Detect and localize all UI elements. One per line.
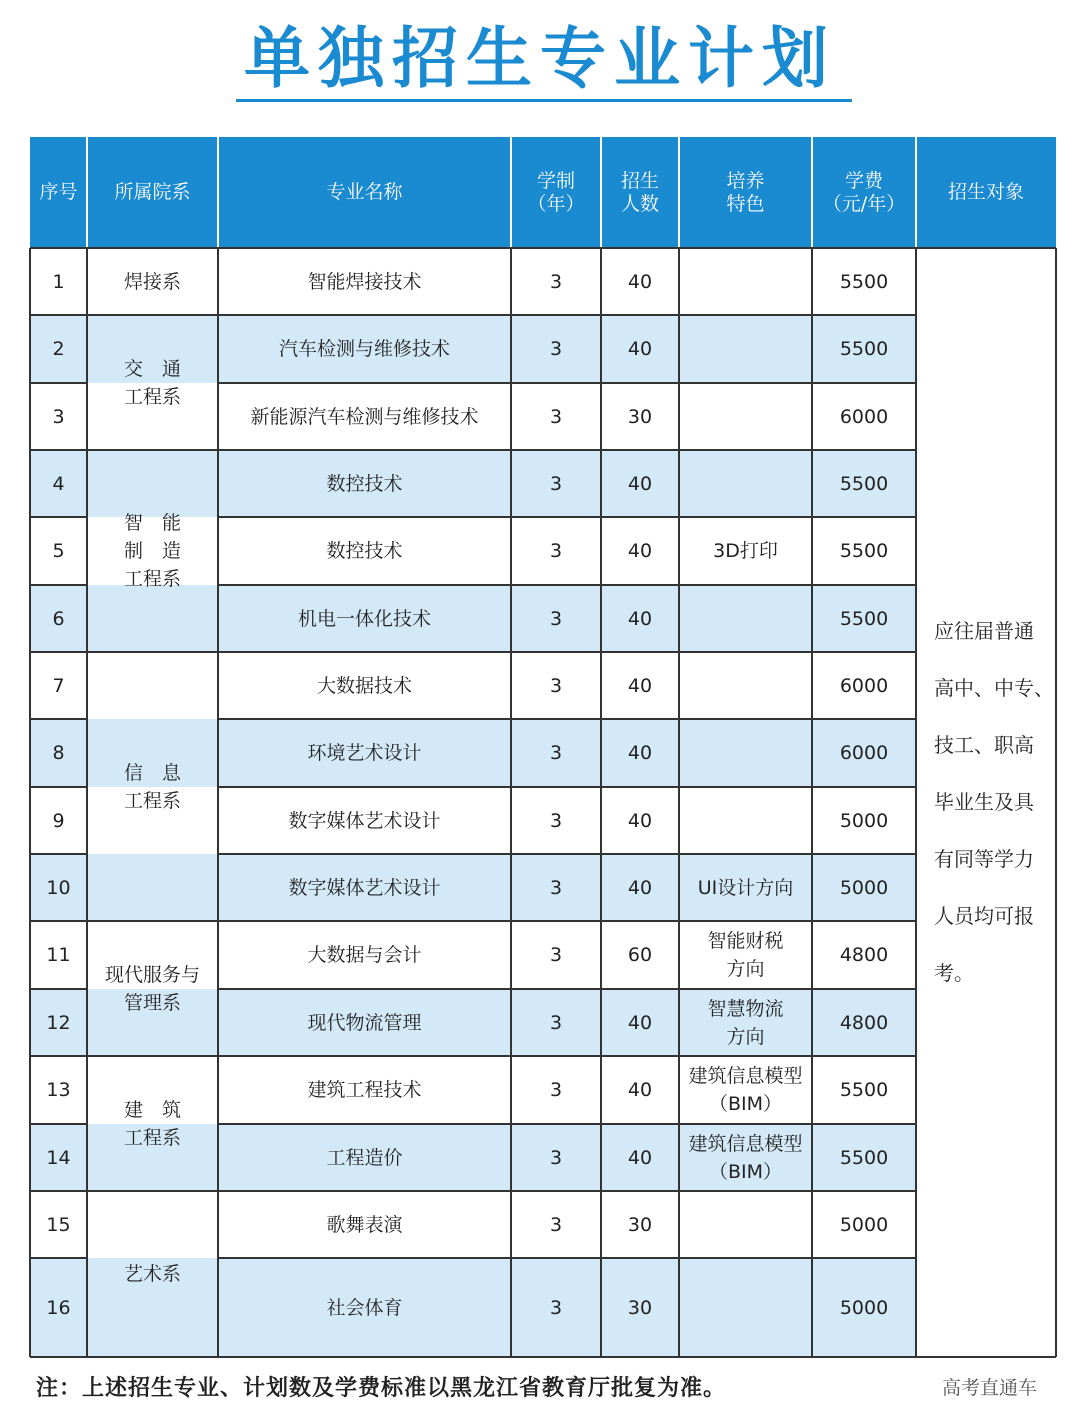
cell-years: 3 (549, 674, 563, 697)
grid-line (678, 137, 680, 248)
cell-feature (679, 248, 812, 315)
department-label: 交 通 工程系 (123, 357, 181, 408)
cell-index: 7 (52, 674, 65, 697)
cell-major: 工程造价 (218, 1124, 511, 1191)
grid-line (218, 920, 916, 922)
grid-line (87, 920, 218, 922)
grid-line (218, 516, 916, 518)
cell-enrollment: 40 (601, 315, 679, 383)
grid-line (30, 1356, 1056, 1358)
cell-years: 3 (549, 944, 563, 966)
cell-years: 3 (511, 585, 601, 652)
grid-line (218, 314, 916, 316)
cell-major: 歌舞表演 (326, 1213, 403, 1236)
grid-line (30, 1190, 87, 1192)
grid-line (218, 651, 916, 653)
grid-line (30, 584, 87, 586)
grid-line (218, 1257, 916, 1259)
cell-major: 数控技术 (218, 450, 511, 517)
cell-feature: 智慧物流 方向 (679, 989, 812, 1056)
grid-line (915, 137, 917, 248)
department-label: 信 息 工程系 (123, 761, 181, 812)
cell-major: 新能源汽车检测与维修技术 (250, 405, 479, 428)
cell-tuition: 5000 (839, 809, 889, 832)
cell-feature: 3D打印 (713, 540, 778, 562)
cell-enrollment: 30 (627, 1213, 653, 1236)
cell-enrollment: 40 (627, 1079, 653, 1101)
cell-index: 6 (30, 585, 87, 652)
watermark: 高考直通车 (942, 1377, 1038, 1399)
cell-major: 建筑工程技术 (307, 1079, 422, 1101)
cell-index: 12 (30, 989, 87, 1056)
grid-line (218, 449, 916, 451)
grid-line (30, 853, 87, 855)
grid-line (218, 786, 916, 788)
header-years: 学制 （年） (511, 137, 601, 248)
cell-years: 3 (549, 1079, 563, 1101)
cell-enrollment: 40 (601, 989, 679, 1056)
grid-line (510, 137, 512, 248)
header-tuition: 学费 （元/年） (812, 137, 916, 248)
grid-line (218, 1190, 916, 1192)
grid-line (87, 1055, 218, 1057)
cell-major: 大数据技术 (316, 674, 412, 697)
cell-tuition: 5500 (812, 315, 916, 383)
grid-line (811, 137, 813, 248)
cell-feature (679, 787, 812, 854)
cell-years: 3 (549, 1213, 563, 1236)
department-label: 智 能 制 造 工程系 (123, 512, 181, 590)
grid-line (30, 1123, 87, 1125)
department-label: 建 筑 工程系 (123, 1098, 181, 1149)
cell-major: 现代物流管理 (218, 989, 511, 1056)
cell-enrollment: 30 (627, 405, 653, 428)
grid-line (30, 988, 87, 990)
cell-index: 2 (30, 315, 87, 383)
cell-years: 3 (511, 854, 601, 921)
grid-line (1055, 248, 1057, 1357)
cell-index: 10 (30, 854, 87, 921)
cell-years: 3 (549, 809, 563, 832)
cell-index: 3 (52, 405, 65, 428)
cell-index: 14 (30, 1124, 87, 1191)
grid-line (30, 920, 87, 922)
cell-tuition: 6000 (839, 405, 889, 428)
cell-feature: 建筑信息模型 （BIM） (679, 1124, 812, 1191)
cell-feature (679, 1258, 812, 1357)
cell-major: 大数据与会计 (307, 944, 422, 966)
cell-years: 3 (549, 540, 563, 562)
cell-index: 5 (52, 540, 65, 562)
cell-tuition: 6000 (812, 719, 916, 787)
grid-line (218, 1055, 916, 1057)
cell-feature (679, 315, 812, 383)
cell-years: 3 (511, 450, 601, 517)
cell-index: 8 (30, 719, 87, 787)
cell-enrollment: 30 (601, 1258, 679, 1357)
cell-major: 机电一体化技术 (218, 585, 511, 652)
cell-feature (679, 450, 812, 517)
cell-years: 3 (511, 1124, 601, 1191)
grid-line (30, 449, 87, 451)
grid-line (218, 988, 916, 990)
department-label: 艺术系 (123, 1263, 181, 1285)
cell-years: 3 (511, 989, 601, 1056)
cell-feature (679, 585, 812, 652)
grid-line (30, 1055, 87, 1057)
grid-line (218, 584, 916, 586)
grid-line (217, 137, 219, 248)
cell-years: 3 (549, 270, 563, 293)
cell-index: 9 (52, 809, 65, 832)
cell-tuition: 5500 (812, 1124, 916, 1191)
grid-line (600, 137, 602, 248)
page-title: 单独招生专业计划 (244, 20, 836, 97)
cell-enrollment: 40 (601, 719, 679, 787)
cell-tuition: 5500 (839, 1079, 889, 1101)
grid-line (218, 382, 916, 384)
header-enrollment: 招生 人数 (601, 137, 679, 248)
grid-line (30, 516, 87, 518)
cell-years: 3 (511, 719, 601, 787)
cell-index: 15 (46, 1213, 71, 1236)
cell-major: 数字媒体艺术设计 (288, 809, 441, 832)
grid-line (30, 651, 87, 653)
cell-enrollment: 40 (627, 809, 653, 832)
cell-enrollment: 40 (627, 270, 653, 293)
header-major: 专业名称 (218, 137, 511, 248)
cell-major: 环境艺术设计 (218, 719, 511, 787)
grid-line (86, 137, 88, 248)
cell-enrollment: 40 (601, 585, 679, 652)
department-label: 现代服务与 管理系 (104, 963, 200, 1014)
cell-index: 4 (30, 450, 87, 517)
cell-feature (679, 383, 812, 450)
cell-feature (679, 719, 812, 787)
cell-tuition: 5500 (839, 270, 889, 293)
cell-years: 3 (549, 405, 563, 428)
cell-index: 11 (46, 944, 71, 966)
cell-index: 16 (30, 1258, 87, 1357)
cell-tuition: 4800 (812, 989, 916, 1056)
cell-enrollment: 40 (627, 674, 653, 697)
grid-line (30, 382, 87, 384)
cell-feature: 建筑信息模型 （BIM） (688, 1065, 803, 1115)
grid-line (87, 449, 218, 451)
header-department: 所属院系 (87, 137, 218, 248)
cell-tuition: 5500 (812, 585, 916, 652)
footnote: 注：上述招生专业、计划数及学费标准以黑龙江省教育厅批复为准。 (36, 1375, 727, 1401)
cell-tuition: 4800 (839, 944, 889, 966)
cell-tuition: 5000 (812, 854, 916, 921)
cell-enrollment: 40 (601, 854, 679, 921)
grid-line (218, 1123, 916, 1125)
header-target: 招生对象 (916, 137, 1056, 248)
cell-major: 社会体育 (218, 1258, 511, 1357)
grid-line (87, 314, 218, 316)
cell-enrollment: 40 (627, 540, 653, 562)
grid-line (30, 247, 1056, 249)
cell-tuition: 5500 (812, 450, 916, 517)
cell-tuition: 6000 (839, 674, 889, 697)
grid-line (30, 1257, 87, 1259)
department-label: 焊接系 (123, 270, 181, 293)
grid-line (30, 786, 87, 788)
target-description: 应往届普通 高中、中专、 技工、职高 毕业生及具 有同等学力 人员均可报 考。 (934, 619, 1054, 985)
cell-major: 智能焊接技术 (307, 270, 422, 293)
cell-enrollment: 40 (601, 450, 679, 517)
cell-major: 数字媒体艺术设计 (218, 854, 511, 921)
cell-major: 汽车检测与维修技术 (218, 315, 511, 383)
header-index: 序号 (30, 137, 87, 248)
title-underline (236, 99, 852, 102)
cell-tuition: 5000 (839, 1213, 889, 1236)
grid-line (87, 651, 218, 653)
cell-enrollment: 60 (627, 944, 653, 966)
cell-years: 3 (511, 315, 601, 383)
cell-years: 3 (511, 1258, 601, 1357)
cell-feature: 智能财税 方向 (707, 930, 784, 980)
cell-feature (679, 1191, 812, 1258)
cell-index: 1 (52, 270, 65, 293)
cell-tuition: 5500 (839, 540, 889, 562)
grid-line (30, 718, 87, 720)
header-feature: 培养 特色 (679, 137, 812, 248)
cell-major: 数控技术 (326, 540, 403, 562)
cell-feature: UI设计方向 (679, 854, 812, 921)
grid-line (218, 718, 916, 720)
grid-line (87, 1190, 218, 1192)
cell-feature (679, 652, 812, 719)
grid-line (218, 853, 916, 855)
cell-enrollment: 40 (601, 1124, 679, 1191)
grid-line (30, 314, 87, 316)
cell-tuition: 5000 (812, 1258, 916, 1357)
cell-index: 13 (46, 1079, 71, 1101)
